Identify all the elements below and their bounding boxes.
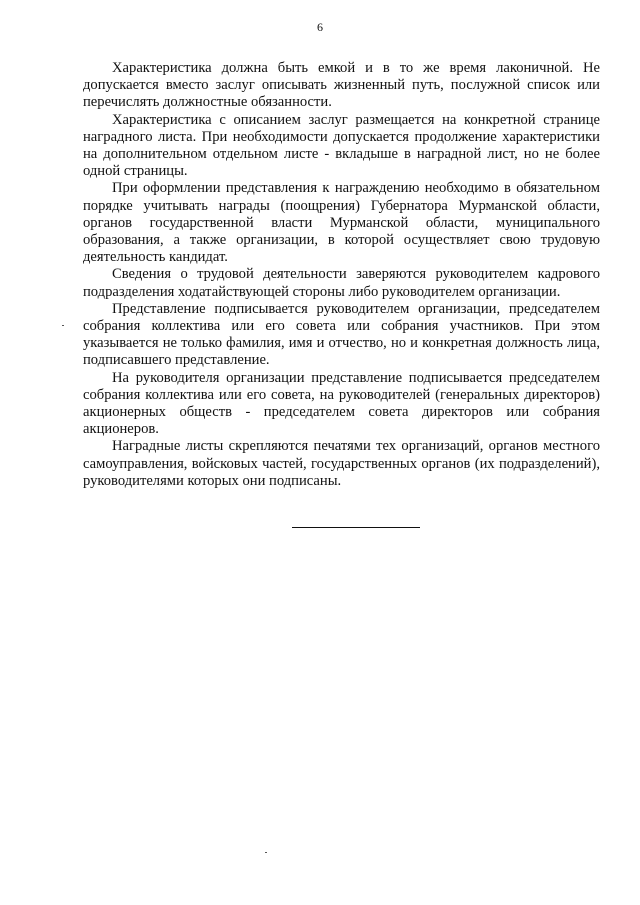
paragraph-characteristic-placement: Характеристика с описанием заслуг размещается на конкретной странице наградного листа. При необходимости допускается продолжение характеристики на дополнительном отдельном листе - вкладыше в наградной лист, но не более одной страницы. [83, 111, 600, 180]
paragraph-seals: Наградные листы скрепляются печатями тех организаций, органов местного самоуправления, войсковых частей, государственных органов (их подразделений), руководителями которых они подписаны. [83, 438, 600, 489]
paragraph-previous-awards: При оформлении представления к награждению необходимо в обязательном порядке учитывать награды (поощрения) Губернатора Мурманской области, органов государственной власти Мурманской области, муниципального образования, а также организации, в которой осуществляет свою трудовую деятельность кандидат. [83, 180, 600, 266]
paragraph-head-of-organization: На руководителя организации представление подписывается председателем собрания коллектива или его совета, на руководителей (генеральных директоров) акционерных обществ - председателем совета директоров или собрания акционеров. [83, 369, 600, 438]
paragraph-employment-info: Сведения о трудовой деятельности заверяются руководителем кадрового подразделения ходатайствующей стороны либо руководителем организации. [83, 266, 600, 300]
scan-speck [62, 325, 64, 326]
document-body [83, 60, 600, 490]
paragraph-characteristic-requirements: Характеристика должна быть емкой и в то же время лаконичной. Не допускается вместо заслуг описывать жизненный путь, послужной список или перечислять должностные обязанности. [83, 60, 600, 111]
page-number: 6 [317, 20, 323, 34]
end-divider-line [292, 527, 420, 528]
paragraph-signature-rules: Представление подписывается руководителем организации, председателем собрания коллектива или его совета или собрания участников. При этом указывается не только фамилия, имя и отчество, но и конкретная должность лица, подписавшего представление. [83, 300, 600, 369]
scan-speck [265, 852, 267, 853]
